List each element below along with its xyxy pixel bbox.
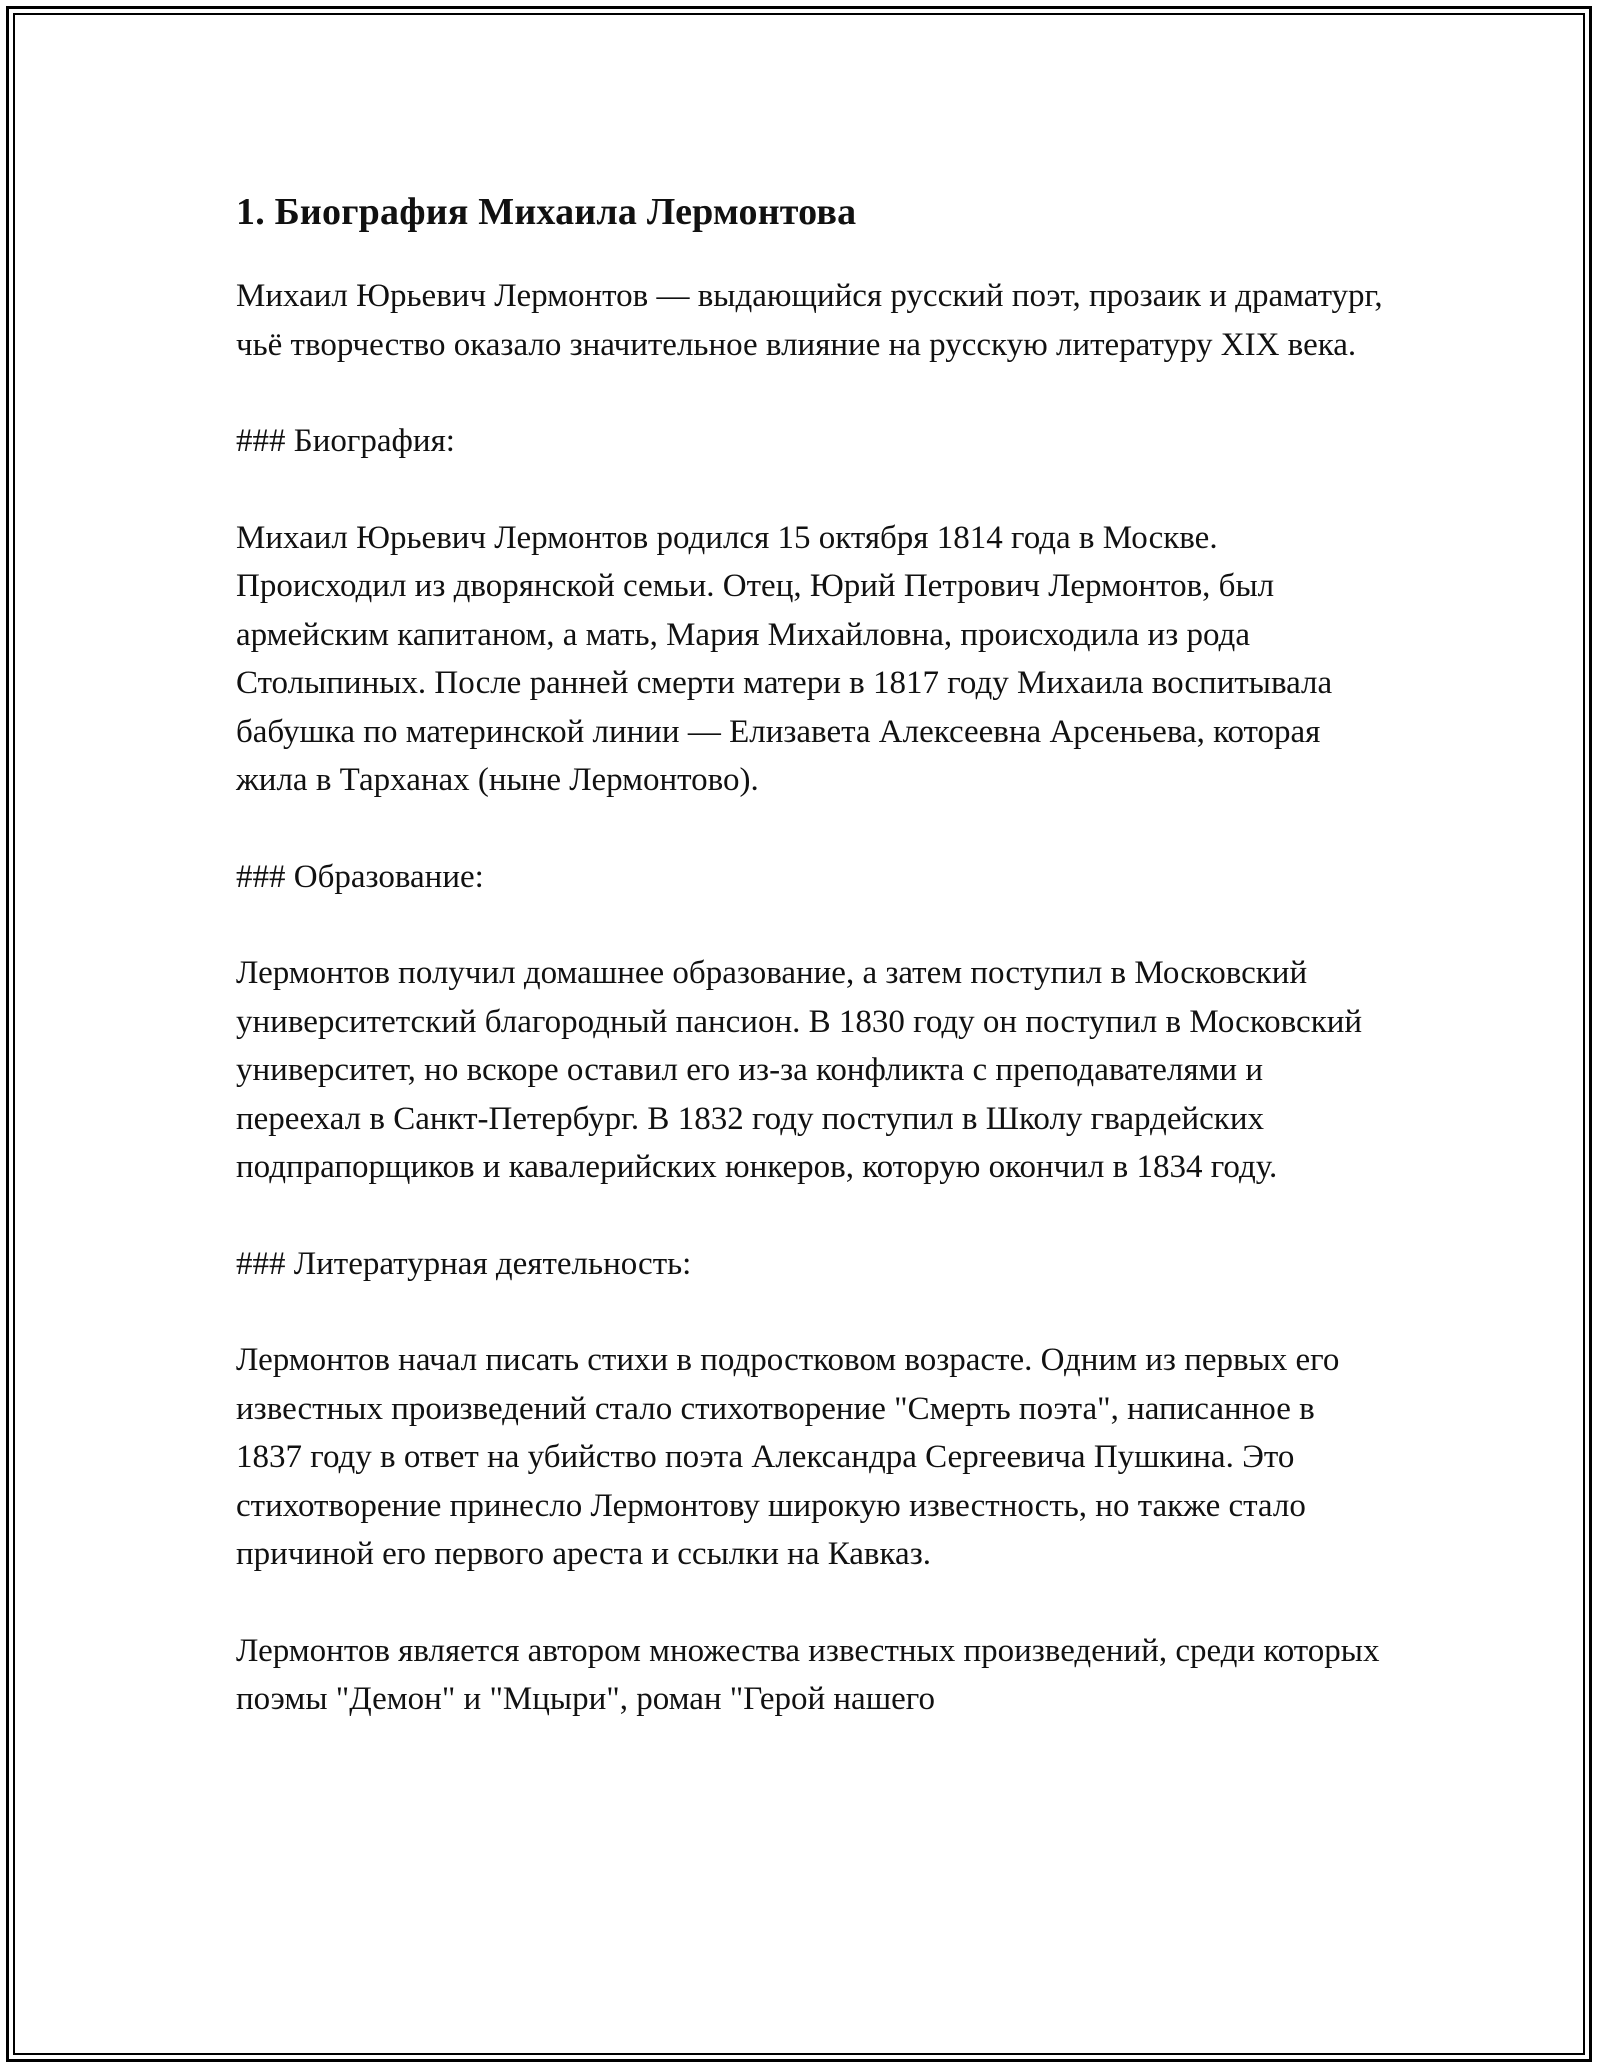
literary-paragraph: Лермонтов начал писать стихи в подростковом возрасте. Одним из первых его известных произведений стало стихотворение "Смерть поэта", написанное в 1837 году в ответ на убийство поэта Александра Сергеевича Пушкина. Это стихотворение принесло Лермонтову широкую известность, но также стало причиной его первого ареста и ссылки на Кавказ. [236,1342,1340,1572]
education-paragraph: Лермонтов получил домашнее образование, а затем поступил в Московский университетский благородный пансион. В 1830 году он поступил в Московский университет, но вскоре оставил его из-за конфликта с преподавателями и переехал в Санкт-Петербург. В 1832 году поступил в Школу гвардейских подпрапорщиков и кавалерийских юнкеров, которую окончил в 1834 году. [236,955,1363,1185]
document-title: 1. Биография Михаила Лермонтова [236,191,857,233]
biography-paragraph: Михаил Юрьевич Лермонтов родился 15 октября 1814 года в Москве. Происходил из дворянской семьи. Отец, Юрий Петрович Лермонтов, был армейским капитаном, а мать, Мария Михайловна, происходила из рода Столыпиных. После ранней смерти матери в 1817 году Михаила воспитывала бабушка по материнской линии — Елизавета Алексеевна Арсеньева, которая жила в Тарханах (ныне Лермонтово). [236,519,1333,798]
works-paragraph: Лермонтов является автором множества известных произведений, среди которых поэмы "Демон" и "Мцыри", роман "Герой нашего [236,1632,1380,1717]
section-heading-education: ### Образование: [236,858,484,895]
document-body [236,186,1386,1724]
section-heading-literary: ### Литературная деятельность: [236,1245,692,1282]
intro-paragraph: Михаил Юрьевич Лермонтов — выдающийся русский поэт, прозаик и драматург, чьё творчество оказало значительное влияние на русскую литературу XIX века. [236,278,1383,363]
section-heading-biography: ### Биография: [236,423,455,459]
